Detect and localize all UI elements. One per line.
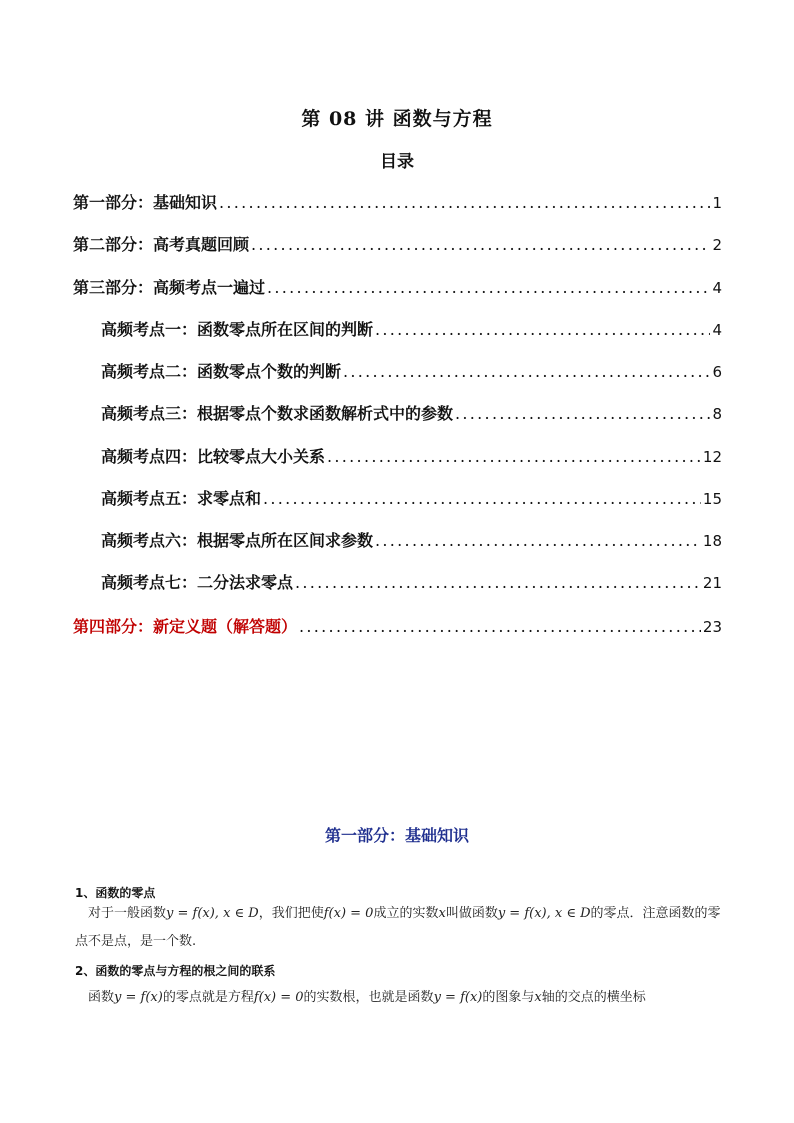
toc-subentry[interactable] xyxy=(101,488,722,510)
text: 的实数根，也就是函数 xyxy=(303,990,434,1005)
toc-entry-page: 18 xyxy=(702,532,722,550)
toc-leader-dots xyxy=(295,572,701,594)
toc-entry-page: 2 xyxy=(712,236,722,254)
section-title: 第一部分：基础知识 xyxy=(324,826,469,845)
toc-entry-label: 高频考点一：函数零点所在区间的判断 xyxy=(101,320,374,339)
toc-leader-dots xyxy=(251,234,710,256)
toc-entry-label: 高频考点五：求零点和 xyxy=(101,489,262,508)
text: 的零点．注意函数的零点不是点，是一个数. xyxy=(75,906,721,949)
toc-leader-dots xyxy=(219,192,710,214)
text: 轴的交点的横坐标 xyxy=(541,990,646,1005)
toc-entry-page: 21 xyxy=(702,574,722,592)
document-title: 第 08 讲 函数与方程 xyxy=(301,108,493,130)
text: 的零点就是方程 xyxy=(162,990,254,1005)
toc-leader-dots xyxy=(299,616,701,638)
text: 叫做函数 xyxy=(445,906,498,921)
toc-entry[interactable] xyxy=(73,616,722,638)
toc-subentry[interactable] xyxy=(101,403,722,425)
toc-entry-label: 高频考点二：函数零点个数的判断 xyxy=(101,362,342,381)
toc-entry-page: 4 xyxy=(712,279,722,297)
toc-entry-label: 高频考点三：根据零点个数求函数解析式中的参数 xyxy=(101,404,454,423)
text: 成立的实数 xyxy=(373,906,439,921)
text: 函数 xyxy=(88,990,115,1005)
toc-entry-page: 6 xyxy=(712,363,722,381)
math-expression: x xyxy=(438,906,446,921)
toc-entry-label: 高频考点七：二分法求零点 xyxy=(101,573,294,592)
math-expression: f(x) = 0 xyxy=(253,990,304,1005)
toc-entry[interactable] xyxy=(73,234,722,256)
toc-entry-label: 第二部分：高考真题回顾 xyxy=(73,235,250,254)
toc-subentry[interactable] xyxy=(101,319,722,341)
text: 的图象与 xyxy=(482,990,535,1005)
math-expression: y = f(x) xyxy=(433,990,483,1005)
toc-heading: 目录 xyxy=(380,152,414,172)
toc-entry-page: 23 xyxy=(702,618,722,636)
toc-subentry[interactable] xyxy=(101,446,722,468)
math-expression: x xyxy=(534,990,542,1005)
text: ，我们把使 xyxy=(258,906,324,921)
toc-entry-page: 12 xyxy=(702,448,722,466)
toc-subentry[interactable] xyxy=(101,530,722,552)
toc-leader-dots xyxy=(375,319,710,341)
toc-entry-label: 第四部分：新定义题（解答题） xyxy=(73,617,298,636)
toc-entry-page: 15 xyxy=(702,490,722,508)
toc-entry-page: 1 xyxy=(712,194,722,212)
math-expression: y = f(x) xyxy=(114,990,163,1005)
math-expression: f(x) = 0 xyxy=(323,906,374,921)
toc-entry-label: 高频考点六：根据零点所在区间求参数 xyxy=(101,531,374,550)
toc-entry-label: 第三部分：高频考点一遍过 xyxy=(73,278,266,297)
toc-leader-dots xyxy=(375,530,701,552)
toc-leader-dots xyxy=(455,403,710,425)
toc-entry[interactable] xyxy=(73,277,722,299)
toc-entry-page: 8 xyxy=(712,405,722,423)
toc-entry-label: 高频考点四：比较零点大小关系 xyxy=(101,447,326,466)
toc-leader-dots xyxy=(327,446,701,468)
math-expression: y = f(x), x ∈ D xyxy=(497,906,591,921)
toc-subentry[interactable] xyxy=(101,572,722,594)
item-heading: 1、函数的零点 xyxy=(75,886,156,900)
toc-leader-dots xyxy=(267,277,710,299)
toc-entry-label: 第一部分：基础知识 xyxy=(73,193,218,212)
toc-entry[interactable] xyxy=(73,192,722,214)
paragraph xyxy=(75,984,725,1012)
toc-leader-dots xyxy=(343,361,710,383)
paragraph xyxy=(75,900,725,956)
math-expression: y = f(x), x ∈ D xyxy=(166,906,259,921)
toc-leader-dots xyxy=(263,488,701,510)
toc-entry-page: 4 xyxy=(712,321,722,339)
item-heading: 2、函数的零点与方程的根之间的联系 xyxy=(75,964,276,978)
toc-subentry[interactable] xyxy=(101,361,722,383)
text: 对于一般函数 xyxy=(88,906,167,921)
